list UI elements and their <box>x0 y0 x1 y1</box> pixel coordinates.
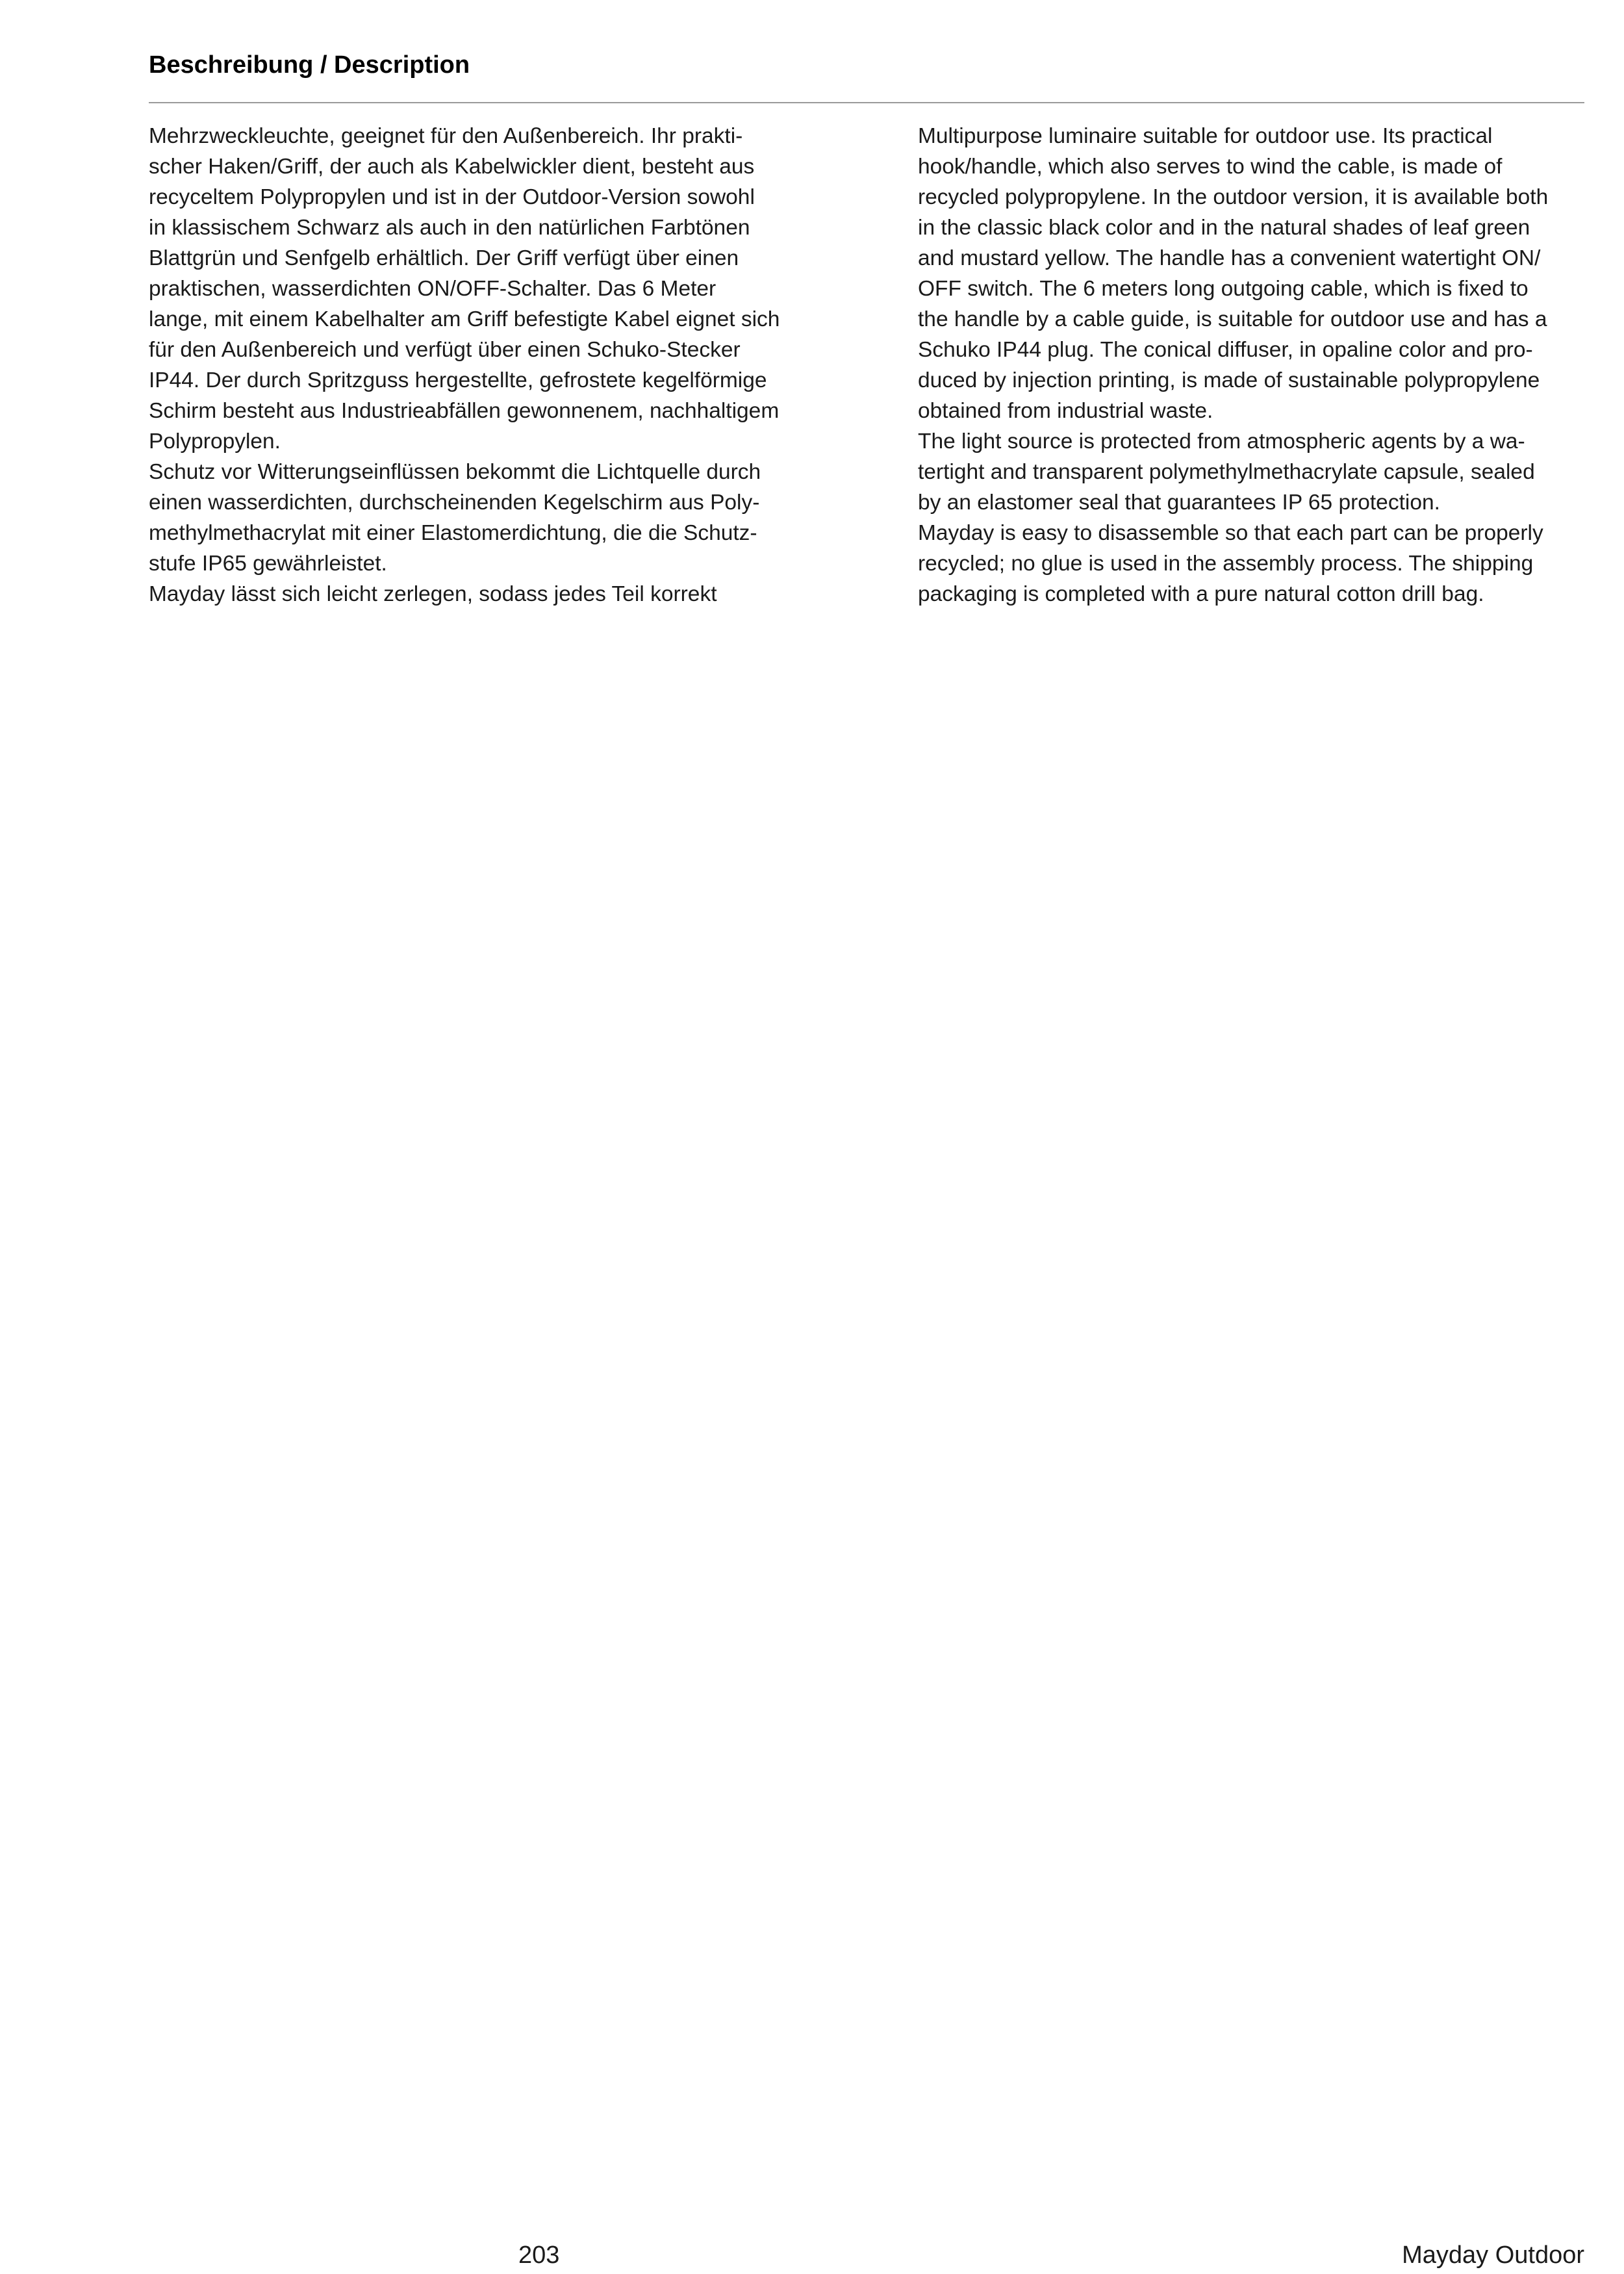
text-line: obtained from industrial waste. <box>918 399 1213 423</box>
text-line: Multipurpose luminaire suitable for outdoor use. Its practical <box>918 124 1493 148</box>
page-number: 203 <box>518 2242 560 2269</box>
text-line: für den Außenbereich und verfügt über einen Schuko-Stecker <box>149 338 741 362</box>
text-line: Blattgrün und Senfgelb erhältlich. Der Griff verfügt über einen <box>149 246 739 270</box>
text-line: Schuko IP44 plug. The conical diffuser, in opaline color and pro- <box>918 338 1533 362</box>
text-line: Mehrzweckleuchte, geeignet für den Außenbereich. Ihr prakti- <box>149 124 743 148</box>
text-line: recycled polypropylene. In the outdoor version, it is available both <box>918 185 1549 209</box>
text-line: in the classic black color and in the natural shades of leaf green <box>918 216 1530 240</box>
text-line: Mayday lässt sich leicht zerlegen, sodass jedes Teil korrekt <box>149 582 717 606</box>
text-line: praktischen, wasserdichten ON/OFF-Schalter. Das 6 Meter <box>149 277 717 301</box>
text-line: recyceltem Polypropylen und ist in der Outdoor-Version sowohl <box>149 185 755 209</box>
text-line: and mustard yellow. The handle has a convenient watertight ON/ <box>918 246 1541 270</box>
title-divider <box>149 102 1584 103</box>
text-line: Polypropylen. <box>149 429 281 454</box>
text-line: duced by injection printing, is made of sustainable polypropylene <box>918 368 1540 392</box>
description-german <box>149 121 811 609</box>
text-line: methylmethacrylat mit einer Elastomerdichtung, die die Schutz- <box>149 521 757 545</box>
section-title: Beschreibung / Description <box>149 51 470 79</box>
text-line: packaging is completed with a pure natural cotton drill bag. <box>918 582 1484 606</box>
text-line: hook/handle, which also serves to wind the cable, is made of <box>918 155 1503 179</box>
text-line: Schutz vor Witterungseinflüssen bekommt die Lichtquelle durch <box>149 460 761 484</box>
text-line: scher Haken/Griff, der auch als Kabelwickler dient, besteht aus <box>149 155 755 179</box>
text-line: by an elastomer seal that guarantees IP 65 protection. <box>918 491 1440 515</box>
text-line: in klassischem Schwarz als auch in den natürlichen Farbtönen <box>149 216 750 240</box>
text-line: stufe IP65 gewährleistet. <box>149 552 387 576</box>
text-line: lange, mit einem Kabelhalter am Griff befestigte Kabel eignet sich <box>149 307 780 331</box>
text-line: Mayday is easy to disassemble so that each part can be properly <box>918 521 1543 545</box>
text-line: recycled; no glue is used in the assembly process. The shipping <box>918 552 1534 576</box>
text-line: einen wasserdichten, durchscheinenden Kegelschirm aus Poly- <box>149 491 760 515</box>
description-english <box>918 121 1584 609</box>
text-line: Schirm besteht aus Industrieabfällen gewonnenem, nachhaltigem <box>149 399 780 423</box>
text-line: tertight and transparent polymethylmethacrylate capsule, sealed <box>918 460 1535 484</box>
text-line: The light source is protected from atmospheric agents by a wa- <box>918 429 1525 454</box>
text-line: OFF switch. The 6 meters long outgoing cable, which is fixed to <box>918 277 1529 301</box>
text-line: IP44. Der durch Spritzguss hergestellte, gefrostete kegelförmige <box>149 368 767 392</box>
product-name: Mayday Outdoor <box>1402 2242 1584 2269</box>
text-line: the handle by a cable guide, is suitable for outdoor use and has a <box>918 307 1547 331</box>
